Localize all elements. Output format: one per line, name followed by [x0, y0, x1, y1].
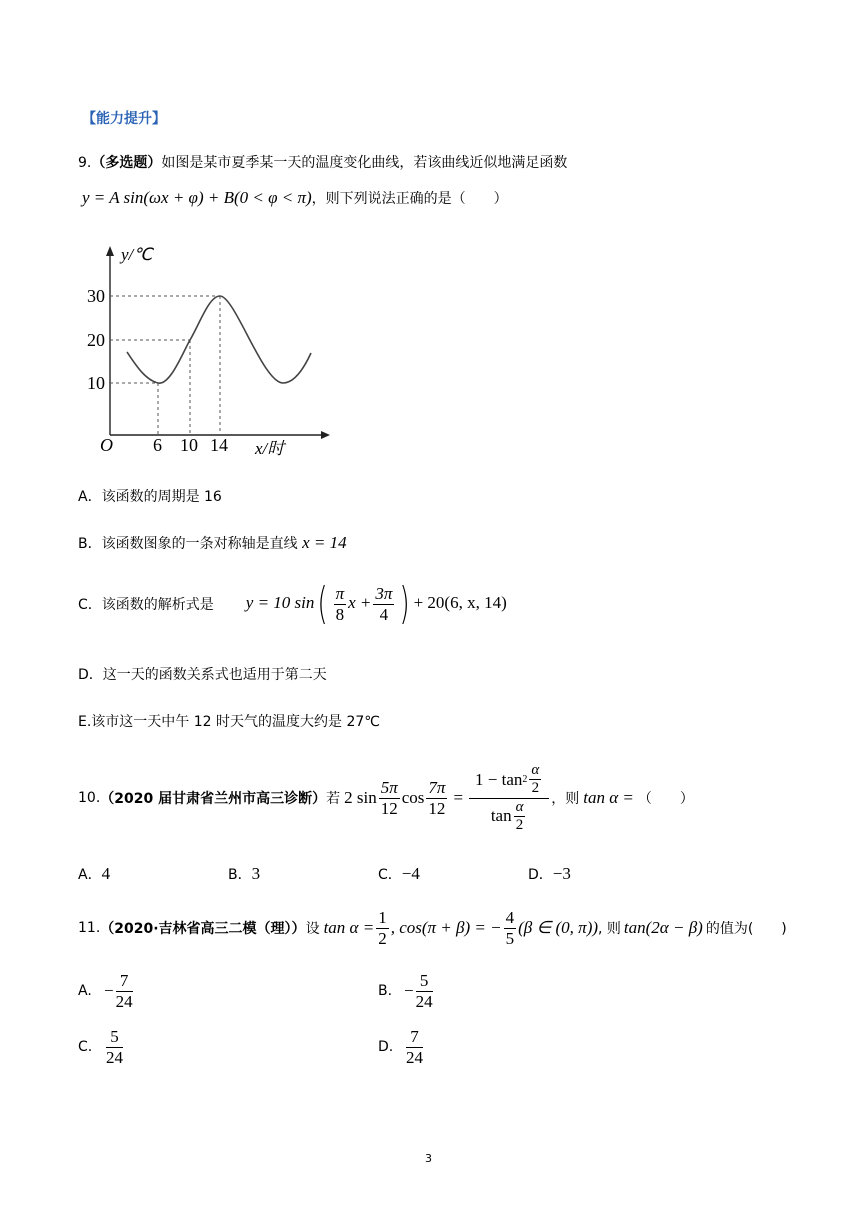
y-tick-20: 20 [87, 330, 105, 350]
q11-source: （2020·吉林省高三二模（理）） [100, 921, 306, 937]
q9-option-b-text: B．该函数图象的一条对称轴是直线 [78, 536, 298, 552]
q10-equation: 2 sin $\frac{5\pi}{12}$ cos $\frac{7\pi}{12}$ = 1 − tan 2 $\frac{\alpha}{2}$ tan $\frac{\alpha}{2}$ [344, 762, 551, 834]
c-frac-1: $\frac{\pi}{8}$ [335, 583, 345, 624]
c-func-post: + 20(6, x, 14) [413, 592, 507, 612]
q11-lead: 设 [305, 921, 320, 937]
q9-formula: y = A sin(ωx + φ) + B(0 < φ < π) [82, 188, 312, 207]
q11-target: tan(2α − β) [623, 918, 703, 937]
q10-option-a: A．4 [78, 864, 111, 883]
x-tick-14: 14 [210, 435, 228, 455]
temperature-curve-graph [87, 240, 345, 460]
c-right-paren: ) [399, 578, 411, 629]
q10-tan-alpha: tan α = [583, 788, 634, 807]
c-frac-2: $\frac{3\pi}{4}$ [375, 583, 393, 624]
q10-then: ，则 [551, 791, 580, 807]
c-x-term: x + [348, 592, 372, 612]
q9-option-b-math: x = 14 [302, 533, 347, 552]
q11-condition: tan α = $\frac{1}{2}$ , cos(π + β) = − $\frac{4}{5}$ (β ∈ (0, π)) [323, 907, 599, 948]
x-tick-10: 10 [180, 435, 198, 455]
q11-option-c: C. $\frac{5}{24}$ [78, 1026, 123, 1067]
q9-number: 9. [78, 155, 92, 171]
q11-option-a: A. − $\frac{7}{24}$ [78, 970, 133, 1011]
question-9-stem [78, 152, 567, 172]
x-tick-6: 6 [153, 435, 162, 455]
q11-option-d: D. $\frac{7}{24}$ [378, 1026, 423, 1067]
x-axis-label: x/时 [255, 439, 285, 458]
q9-option-b [78, 533, 347, 553]
section-title: 【能力提升】 [82, 111, 166, 127]
x-axis-arrow [321, 431, 330, 439]
origin-label: O [100, 435, 113, 455]
q10-option-d: D．−3 [528, 864, 571, 883]
q11-ask: 的值为( ) [705, 921, 787, 937]
guide-lines [110, 296, 220, 435]
q11-number: 11. [78, 920, 101, 936]
q9-option-c-text: C．该函数的解析式是 [78, 597, 214, 613]
q9-option-a: A．该函数的周期是 16 [78, 489, 222, 505]
c-func-pre: y = 10 sin [245, 592, 315, 612]
y-axis-label: y/℃ [121, 245, 153, 264]
q9-option-c-math [245, 578, 507, 629]
q11-then: , 则 [598, 921, 621, 937]
q10-source: （2020 届甘肃省兰州市高三诊断） [100, 791, 327, 807]
q11-option-b: B. − $\frac{5}{24}$ [378, 970, 433, 1011]
q10-paren: （ ） [637, 791, 694, 807]
page-number: 3 [425, 1152, 432, 1165]
q10-number: 10. [78, 790, 101, 806]
question-11-stem [78, 905, 787, 951]
y-tick-10: 10 [87, 373, 105, 393]
q10-option-b: B．3 [228, 864, 261, 883]
question-10-stem [78, 758, 694, 838]
q10-option-c: C．−4 [378, 864, 420, 883]
q10-lead: 若 [326, 791, 341, 807]
q9-option-e: E.该市这一天中午 12 时天气的温度大约是 27℃ [78, 714, 380, 730]
question-9-formula-line [82, 188, 508, 208]
y-axis-arrow [106, 246, 114, 256]
c-left-paren: ( [317, 578, 329, 629]
q10-options [78, 864, 678, 884]
q9-stem-text: 如图是某市夏季某一天的温度变化曲线，若该曲线近似地满足函数 [161, 155, 568, 171]
q10-big-frac: 1 − tan 2 $\frac{\alpha}{2}$ tan $\frac{\alpha}{2}$ [469, 762, 549, 834]
q9-tag: （多选题） [91, 155, 162, 171]
q9-option-c [78, 578, 507, 630]
q9-option-d: D．这一天的函数关系式也适用于第二天 [78, 667, 327, 683]
y-tick-30: 30 [87, 286, 105, 306]
q9-tail: ，则下列说法正确的是（ ） [311, 191, 508, 207]
